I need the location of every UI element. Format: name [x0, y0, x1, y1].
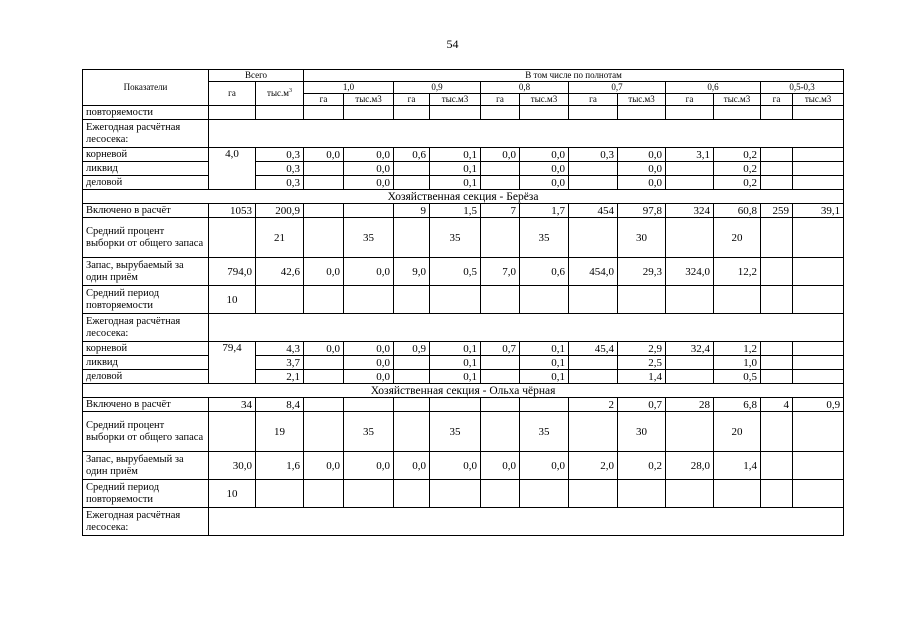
table-cell: 4,3: [256, 342, 304, 356]
table-cell: [761, 176, 793, 190]
table-cell: 1,4: [618, 370, 666, 384]
table-cell: 7,0: [481, 258, 520, 286]
header-in-total: В том числе по полнотам: [304, 70, 844, 82]
table-cell: [481, 162, 520, 176]
table-cell: 0,0: [344, 176, 394, 190]
header-density: 1,0: [304, 82, 394, 94]
table-cell: 0,1: [430, 176, 481, 190]
table-cell: 0,0: [304, 258, 344, 286]
row-label: Средний процент выборки от общего запаса: [83, 412, 209, 452]
table-cell: [394, 370, 430, 384]
table-cell: [569, 162, 618, 176]
table-cell: 35: [344, 218, 394, 258]
table-cell: [304, 218, 344, 258]
header-ga: га: [481, 94, 520, 106]
table-row: [83, 452, 844, 480]
table-cell: [761, 148, 793, 162]
table-row: [83, 258, 844, 286]
header-ga: га: [304, 94, 344, 106]
row-label: Запас, вырубаемый за один приём: [83, 258, 209, 286]
table-cell: [793, 356, 844, 370]
table-cell: 0,2: [618, 452, 666, 480]
table-cell: [666, 162, 714, 176]
table-row: [83, 148, 844, 162]
table-cell: [304, 176, 344, 190]
table-cell: 0,1: [430, 342, 481, 356]
table-row: [83, 106, 844, 120]
table-cell: [394, 398, 430, 412]
table-cell: 1053: [209, 204, 256, 218]
table-cell: 0,0: [394, 452, 430, 480]
table-cell: [793, 452, 844, 480]
table-cell: 1,7: [520, 204, 569, 218]
table-cell: 32,4: [666, 342, 714, 356]
table-cell: 0,2: [714, 176, 761, 190]
row-label: Средний период повторяемости: [83, 480, 209, 508]
row-label: деловой: [83, 370, 209, 384]
table-cell: 0,3: [569, 148, 618, 162]
table-cell: 0,7: [481, 342, 520, 356]
table-row: [83, 356, 844, 370]
table-cell: 39,1: [793, 204, 844, 218]
row-label: Средний период повторяемости: [83, 286, 209, 314]
row-label: ликвид: [83, 162, 209, 176]
table-row: [83, 162, 844, 176]
header-density: 0,8: [481, 82, 569, 94]
table-cell: 0,1: [430, 356, 481, 370]
header-ga: га: [666, 94, 714, 106]
header-total-ga: га: [209, 82, 256, 106]
forest-table: [82, 69, 844, 536]
table-cell: 30: [618, 412, 666, 452]
table-cell: 0,2: [714, 162, 761, 176]
header-density: 0,7: [569, 82, 666, 94]
row-label: Включено в расчёт: [83, 398, 209, 412]
section-title: Хозяйственная секция - Ольха чёрная: [83, 384, 844, 398]
table-cell: 0,1: [520, 370, 569, 384]
table-cell: 0,0: [520, 176, 569, 190]
table-cell: [209, 412, 256, 452]
table-cell: 0,0: [520, 162, 569, 176]
table-cell: [569, 412, 618, 452]
table-cell: 0,3: [256, 162, 304, 176]
table-cell: [304, 162, 344, 176]
table-cell: 0,0: [344, 356, 394, 370]
table-cell: 21: [256, 218, 304, 258]
table-cell: 1,2: [714, 342, 761, 356]
table-cell: [569, 370, 618, 384]
table-cell: 259: [761, 204, 793, 218]
table-cell: [569, 218, 618, 258]
table-cell: 0,0: [304, 148, 344, 162]
table-cell: 1,5: [430, 204, 481, 218]
header-ga: га: [569, 94, 618, 106]
table-cell: 20: [714, 218, 761, 258]
table-cell: [793, 258, 844, 286]
table-cell: 9: [394, 204, 430, 218]
header-density: 0,9: [394, 82, 481, 94]
table-cell: [481, 370, 520, 384]
table-cell: [793, 370, 844, 384]
row-label: Средний процент выборки от общего запаса: [83, 218, 209, 258]
table-cell: 2,1: [256, 370, 304, 384]
table-cell: 1,6: [256, 452, 304, 480]
table-row: [83, 218, 844, 258]
section-row: [83, 384, 844, 398]
table-cell: [481, 412, 520, 452]
table-cell: 45,4: [569, 342, 618, 356]
table-cell: 3,7: [256, 356, 304, 370]
table-cell: [761, 162, 793, 176]
header-row-1: [83, 70, 844, 82]
table-cell: [394, 176, 430, 190]
lesoseka-area: 4,0: [209, 148, 256, 190]
row-label: корневой: [83, 148, 209, 162]
table-cell: 3,1: [666, 148, 714, 162]
table-cell: 0,1: [520, 342, 569, 356]
table-cell: [666, 370, 714, 384]
table-cell: [761, 218, 793, 258]
header-density: 0,6: [666, 82, 761, 94]
table-cell: [304, 204, 344, 218]
table-cell: [569, 356, 618, 370]
header-volume: тыс.м3: [430, 94, 481, 106]
table-cell: 0,0: [344, 342, 394, 356]
table-cell: 0,7: [618, 398, 666, 412]
table-cell: [666, 412, 714, 452]
header-volume: тыс.м3: [344, 94, 394, 106]
row-label: Ежегодная расчётная лесосека:: [83, 120, 209, 148]
table-cell: 35: [520, 412, 569, 452]
header-indicators: Показатели: [83, 70, 209, 106]
table-cell: 4: [761, 398, 793, 412]
table-cell: 0,0: [618, 176, 666, 190]
table-cell: [481, 398, 520, 412]
row-label: корневой: [83, 342, 209, 356]
table-cell: [304, 356, 344, 370]
row-label: Ежегодная расчётная лесосека:: [83, 508, 209, 536]
header-density: 0,5-0,3: [761, 82, 844, 94]
row-label: повторяемости: [83, 106, 209, 120]
table-cell: 0,0: [304, 342, 344, 356]
table-cell: [761, 370, 793, 384]
table-cell: [793, 342, 844, 356]
table-cell: [569, 176, 618, 190]
table-cell: 0,1: [430, 162, 481, 176]
header-total-volume: $тыс.м^3$: [256, 82, 304, 106]
table-cell: 0,5: [430, 258, 481, 286]
table-cell: [209, 218, 256, 258]
lesoseka-area: 79,4: [209, 342, 256, 384]
section-row: [83, 190, 844, 204]
table-cell: 60,8: [714, 204, 761, 218]
table-cell: [304, 370, 344, 384]
table-row: [83, 204, 844, 218]
table-cell: 0,0: [344, 148, 394, 162]
table-cell: [761, 342, 793, 356]
row-label: Включено в расчёт: [83, 204, 209, 218]
table-cell: 0,0: [481, 452, 520, 480]
table-cell: 454,0: [569, 258, 618, 286]
table-cell: [394, 218, 430, 258]
table-cell: 7: [481, 204, 520, 218]
table-cell: 0,6: [520, 258, 569, 286]
table-cell: 30,0: [209, 452, 256, 480]
table-cell: 0,0: [618, 148, 666, 162]
table-cell: 2: [569, 398, 618, 412]
header-ga: га: [761, 94, 793, 106]
table-cell: 35: [344, 412, 394, 452]
header-volume: тыс.м3: [793, 94, 844, 106]
table-cell: 0,6: [394, 148, 430, 162]
table-cell: 29,3: [618, 258, 666, 286]
table-cell: 324: [666, 204, 714, 218]
table-cell: 20: [714, 412, 761, 452]
row-label: Запас, вырубаемый за один приём: [83, 452, 209, 480]
table-cell: [344, 204, 394, 218]
table-cell: 0,0: [344, 452, 394, 480]
row-label: Ежегодная расчётная лесосека:: [83, 314, 209, 342]
table-cell: [394, 412, 430, 452]
table-cell: [481, 218, 520, 258]
table-cell: 0,0: [430, 452, 481, 480]
table-cell: 35: [430, 218, 481, 258]
table-cell: [761, 452, 793, 480]
table-cell: [793, 218, 844, 258]
table-cell: 0,0: [304, 452, 344, 480]
table-cell: [666, 218, 714, 258]
period-value: 10: [209, 480, 256, 508]
table-row: [83, 286, 844, 314]
header-ga: га: [394, 94, 430, 106]
table-cell: 0,0: [618, 162, 666, 176]
row-label: деловой: [83, 176, 209, 190]
table-cell: 0,0: [481, 148, 520, 162]
table-cell: [793, 412, 844, 452]
section-title: Хозяйственная секция - Берёза: [83, 190, 844, 204]
table-cell: 0,0: [520, 148, 569, 162]
table-cell: [394, 162, 430, 176]
table-cell: [394, 356, 430, 370]
table-cell: 9,0: [394, 258, 430, 286]
table-cell: 2,5: [618, 356, 666, 370]
table-cell: [304, 398, 344, 412]
table-cell: 0,0: [344, 370, 394, 384]
table-cell: 2,0: [569, 452, 618, 480]
table-cell: 34: [209, 398, 256, 412]
table-row: [83, 480, 844, 508]
table-cell: 97,8: [618, 204, 666, 218]
table-cell: 454: [569, 204, 618, 218]
table-cell: [481, 356, 520, 370]
table-cell: 1,4: [714, 452, 761, 480]
table-cell: 0,3: [256, 148, 304, 162]
table-cell: [666, 176, 714, 190]
table-cell: [761, 356, 793, 370]
table-row: [83, 508, 844, 536]
table-cell: 6,8: [714, 398, 761, 412]
table-cell: 19: [256, 412, 304, 452]
table-cell: 8,4: [256, 398, 304, 412]
table-row: [83, 398, 844, 412]
period-value: 10: [209, 286, 256, 314]
header-volume: тыс.м3: [618, 94, 666, 106]
table-cell: 794,0: [209, 258, 256, 286]
table-cell: 28: [666, 398, 714, 412]
table-cell: 0,1: [430, 370, 481, 384]
header-volume: тыс.м3: [520, 94, 569, 106]
table-cell: 35: [430, 412, 481, 452]
table-cell: 0,0: [344, 162, 394, 176]
table-cell: 0,2: [714, 148, 761, 162]
table-cell: [666, 356, 714, 370]
table-row: [83, 342, 844, 356]
header-volume: тыс.м3: [714, 94, 761, 106]
table-cell: [793, 148, 844, 162]
table-cell: [430, 398, 481, 412]
table-cell: 12,2: [714, 258, 761, 286]
table-cell: 324,0: [666, 258, 714, 286]
table-cell: 30: [618, 218, 666, 258]
table-row: [83, 370, 844, 384]
table-cell: 0,5: [714, 370, 761, 384]
table-row: [83, 120, 844, 148]
table-cell: [793, 176, 844, 190]
table-cell: 28,0: [666, 452, 714, 480]
table-cell: 0,9: [793, 398, 844, 412]
table-cell: 1,0: [714, 356, 761, 370]
table-cell: 0,9: [394, 342, 430, 356]
table-row: [83, 314, 844, 342]
table-cell: [481, 176, 520, 190]
page-number: 54: [446, 37, 459, 51]
table-cell: 0,0: [520, 452, 569, 480]
table-cell: [344, 398, 394, 412]
table-cell: 200,9: [256, 204, 304, 218]
table-cell: 0,1: [430, 148, 481, 162]
table-cell: 0,3: [256, 176, 304, 190]
table-cell: 0,1: [520, 356, 569, 370]
table-cell: [520, 398, 569, 412]
table-cell: 2,9: [618, 342, 666, 356]
table-cell: 42,6: [256, 258, 304, 286]
table-row: [83, 176, 844, 190]
table-cell: [761, 258, 793, 286]
table-cell: 35: [520, 218, 569, 258]
table-cell: [793, 162, 844, 176]
table-cell: [304, 412, 344, 452]
header-total: Всего: [209, 70, 304, 82]
table-row: [83, 412, 844, 452]
row-label: ликвид: [83, 356, 209, 370]
table-cell: [761, 412, 793, 452]
table-cell: 0,0: [344, 258, 394, 286]
